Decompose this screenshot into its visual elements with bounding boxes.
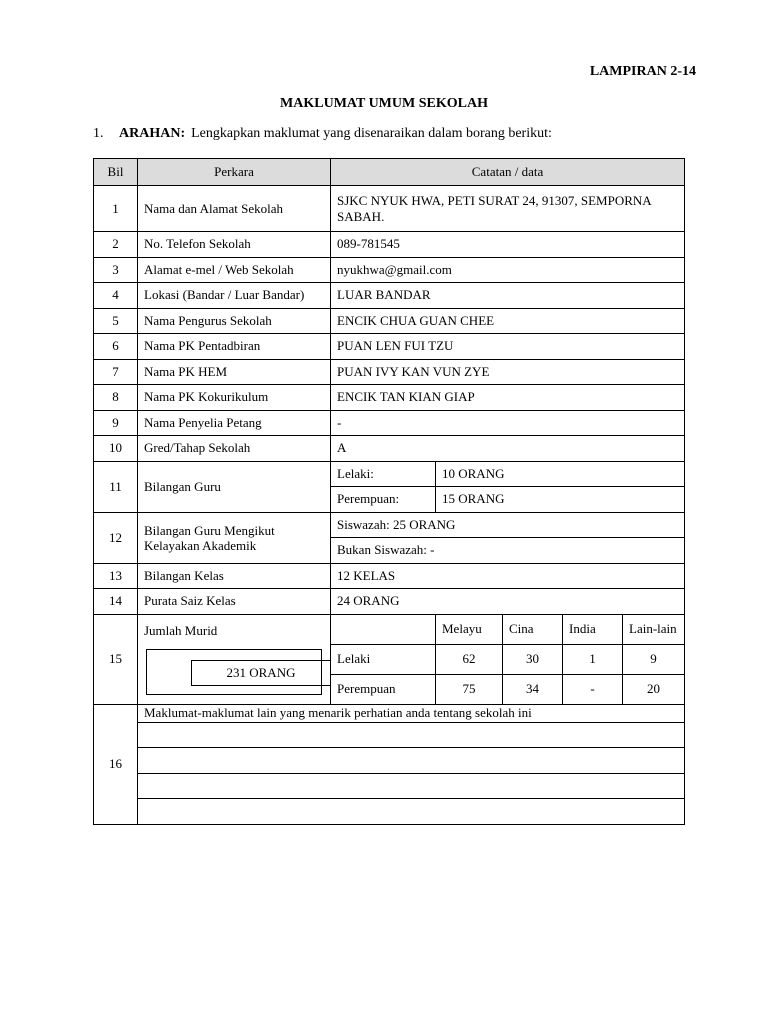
lain-blank-line[interactable] bbox=[138, 748, 685, 774]
table-row-murid bbox=[94, 614, 685, 644]
row-bil: 1 bbox=[94, 186, 138, 232]
table-row bbox=[94, 385, 685, 411]
murid-header-cina: Cina bbox=[503, 614, 563, 644]
murid-perempuan-label: Perempuan bbox=[331, 674, 436, 704]
header-perkara: Perkara bbox=[138, 159, 331, 186]
school-info-table bbox=[93, 158, 685, 825]
row-bil: 7 bbox=[94, 359, 138, 385]
row-data-field[interactable]: ENCIK CHUA GUAN CHEE bbox=[331, 308, 685, 334]
table-row-lain bbox=[94, 799, 685, 825]
murid-header-lain: Lain-lain bbox=[623, 614, 685, 644]
instruction-text: Lengkapkan maklumat yang disenaraikan dalam borang berikut: bbox=[191, 126, 552, 141]
row-bil: 5 bbox=[94, 308, 138, 334]
row-perkara: Alamat e-mel / Web Sekolah bbox=[138, 257, 331, 283]
table-header-row bbox=[94, 159, 685, 186]
murid-perempuan-india[interactable]: - bbox=[563, 674, 623, 704]
guru-perempuan-field[interactable]: 15 ORANG bbox=[436, 487, 685, 513]
row-perkara: Lokasi (Bandar / Luar Bandar) bbox=[138, 283, 331, 309]
row-bil: 8 bbox=[94, 385, 138, 411]
table-row bbox=[94, 436, 685, 462]
row-data-field[interactable]: LUAR BANDAR bbox=[331, 283, 685, 309]
table-row bbox=[94, 563, 685, 589]
row-bil: 2 bbox=[94, 232, 138, 258]
guru-perempuan-label: Perempuan: bbox=[331, 487, 436, 513]
row-bil: 3 bbox=[94, 257, 138, 283]
murid-header-melayu: Melayu bbox=[436, 614, 503, 644]
murid-lelaki-lain[interactable]: 9 bbox=[623, 644, 685, 674]
instruction-number: 1. bbox=[93, 126, 104, 141]
instruction bbox=[93, 126, 552, 142]
murid-lelaki-india[interactable]: 1 bbox=[563, 644, 623, 674]
table-row-lain bbox=[94, 722, 685, 748]
row-perkara: Purata Saiz Kelas bbox=[138, 589, 331, 615]
reference-label: LAMPIRAN 2-14 bbox=[589, 64, 696, 79]
row-bil: 10 bbox=[94, 436, 138, 462]
table-row bbox=[94, 308, 685, 334]
murid-perempuan-lain[interactable]: 20 bbox=[623, 674, 685, 704]
row-bil: 4 bbox=[94, 283, 138, 309]
murid-header-blank bbox=[331, 614, 436, 644]
table-row-akademik bbox=[94, 512, 685, 538]
row-bil: 16 bbox=[94, 704, 138, 824]
row-perkara: Bilangan Kelas bbox=[138, 563, 331, 589]
guru-lelaki-field[interactable]: 10 ORANG bbox=[436, 461, 685, 487]
row-data-field[interactable]: ENCIK TAN KIAN GIAP bbox=[331, 385, 685, 411]
row-bil: 9 bbox=[94, 410, 138, 436]
lain-blank-line[interactable] bbox=[138, 799, 685, 825]
row-perkara: Jumlah Murid bbox=[144, 623, 218, 638]
row-perkara: Nama dan Alamat Sekolah bbox=[138, 186, 331, 232]
header-catatan: Catatan / data bbox=[331, 159, 685, 186]
lain-blank-line[interactable] bbox=[138, 722, 685, 748]
row-perkara: Bilangan Guru Mengikut Kelayakan Akademik bbox=[138, 512, 331, 563]
table-row-lain bbox=[94, 748, 685, 774]
table-row bbox=[94, 359, 685, 385]
table-row-guru bbox=[94, 461, 685, 487]
murid-lelaki-label: Lelaki bbox=[331, 644, 436, 674]
table-row-lain bbox=[94, 773, 685, 799]
table-row-lain bbox=[94, 704, 685, 722]
row-perkara: Gred/Tahap Sekolah bbox=[138, 436, 331, 462]
row-data-field[interactable]: 24 ORANG bbox=[331, 589, 685, 615]
header-bil: Bil bbox=[94, 159, 138, 186]
row-perkara: Nama Pengurus Sekolah bbox=[138, 308, 331, 334]
table-row bbox=[94, 334, 685, 360]
table-row bbox=[94, 589, 685, 615]
row-perkara: Nama Penyelia Petang bbox=[138, 410, 331, 436]
row-data-field[interactable]: 12 KELAS bbox=[331, 563, 685, 589]
row-bil: 14 bbox=[94, 589, 138, 615]
row-data-field[interactable]: A bbox=[331, 436, 685, 462]
row-data-field[interactable]: PUAN LEN FUI TZU bbox=[331, 334, 685, 360]
murid-total-field[interactable]: 231 ORANG bbox=[191, 660, 331, 686]
page-title: MAKLUMAT UMUM SEKOLAH bbox=[280, 96, 488, 111]
row-bil: 11 bbox=[94, 461, 138, 512]
murid-cell bbox=[138, 614, 331, 704]
murid-total-box bbox=[146, 649, 322, 695]
table-row bbox=[94, 257, 685, 283]
lain-blank-line[interactable] bbox=[138, 773, 685, 799]
row-bil: 13 bbox=[94, 563, 138, 589]
row-perkara: Nama PK Kokurikulum bbox=[138, 385, 331, 411]
siswazah-field[interactable]: Siswazah: 25 ORANG bbox=[331, 512, 685, 538]
murid-perempuan-melayu[interactable]: 75 bbox=[436, 674, 503, 704]
murid-perempuan-cina[interactable]: 34 bbox=[503, 674, 563, 704]
row-data-field[interactable]: SJKC NYUK HWA, PETI SURAT 24, 91307, SEMPORNA SABAH. bbox=[331, 186, 685, 232]
bukan-siswazah-field[interactable]: Bukan Siswazah: - bbox=[331, 538, 685, 564]
row-data-field[interactable]: - bbox=[331, 410, 685, 436]
row-perkara: Maklumat-maklumat lain yang menarik perhatian anda tentang sekolah ini bbox=[138, 704, 685, 722]
row-bil: 6 bbox=[94, 334, 138, 360]
table-row bbox=[94, 283, 685, 309]
murid-header-india: India bbox=[563, 614, 623, 644]
table-row bbox=[94, 410, 685, 436]
murid-lelaki-melayu[interactable]: 62 bbox=[436, 644, 503, 674]
row-perkara: Bilangan Guru bbox=[138, 461, 331, 512]
table-row bbox=[94, 186, 685, 232]
row-perkara: Nama PK HEM bbox=[138, 359, 331, 385]
row-data-field[interactable]: 089-781545 bbox=[331, 232, 685, 258]
murid-lelaki-cina[interactable]: 30 bbox=[503, 644, 563, 674]
row-perkara: Nama PK Pentadbiran bbox=[138, 334, 331, 360]
table-row bbox=[94, 232, 685, 258]
row-bil: 12 bbox=[94, 512, 138, 563]
instruction-label: ARAHAN: bbox=[119, 126, 186, 141]
row-bil: 15 bbox=[94, 614, 138, 704]
guru-lelaki-label: Lelaki: bbox=[331, 461, 436, 487]
row-data-field[interactable]: nyukhwa@gmail.com bbox=[331, 257, 685, 283]
row-data-field[interactable]: PUAN IVY KAN VUN ZYE bbox=[331, 359, 685, 385]
row-perkara: No. Telefon Sekolah bbox=[138, 232, 331, 258]
